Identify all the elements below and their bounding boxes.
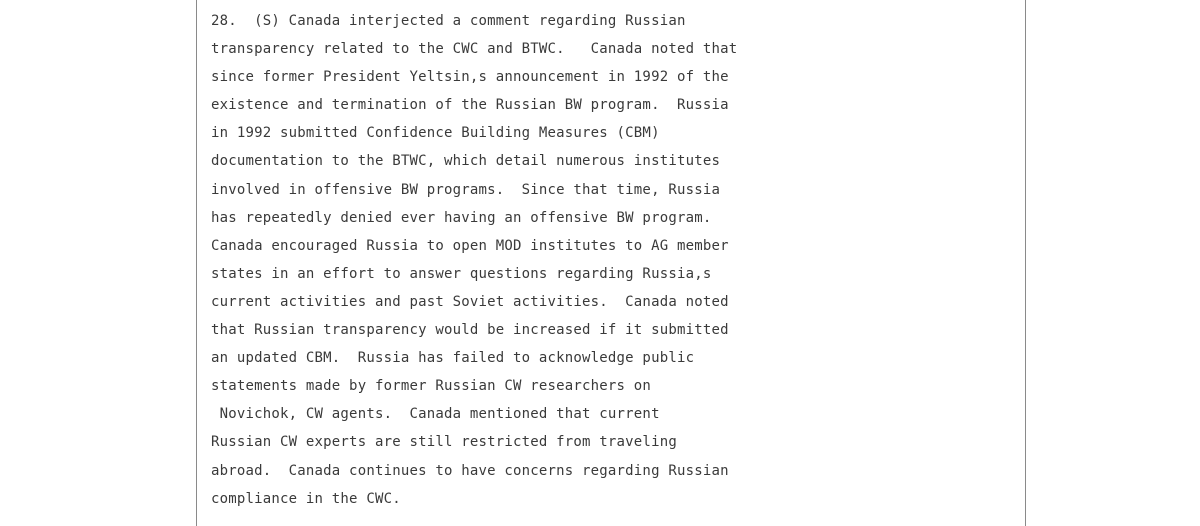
text-line: has repeatedly denied ever having an offensive BW program. [211, 209, 712, 226]
text-line: documentation to the BTWC, which detail numerous institutes [211, 153, 721, 170]
document-page [196, 0, 1026, 526]
text-line: involved in offensive BW programs. Since that time, Russia [211, 181, 721, 198]
text-line: abroad. Canada continues to have concerns regarding Russian [211, 462, 729, 479]
text-line: existence and termination of the Russian BW program. Russia [211, 97, 729, 114]
text-line: that Russian transparency would be increased if it submitted [211, 322, 729, 339]
text-line: Russian CW experts are still restricted from traveling [211, 434, 677, 451]
text-line: transparency related to the CWC and BTWC. Canada noted that [211, 41, 738, 58]
text-line: statements made by former Russian CW researchers on [211, 378, 652, 395]
paragraph-28 [211, 7, 737, 513]
text-line: in 1992 submitted Confidence Building Measures (CBM) [211, 125, 660, 142]
text-line: Canada encouraged Russia to open MOD institutes to AG member [211, 237, 729, 254]
text-line: since former President Yeltsin,s announcement in 1992 of the [211, 69, 729, 86]
text-line: current activities and past Soviet activities. Canada noted [211, 293, 729, 310]
text-line: states in an effort to answer questions regarding Russia,s [211, 265, 712, 282]
text-line: an updated CBM. Russia has failed to acknowledge public [211, 350, 695, 367]
text-line: Novichok, CW agents. Canada mentioned that current [211, 406, 660, 423]
text-line: 28. (S) Canada interjected a comment regarding Russian [211, 13, 686, 29]
text-line: compliance in the CWC. [211, 490, 401, 507]
